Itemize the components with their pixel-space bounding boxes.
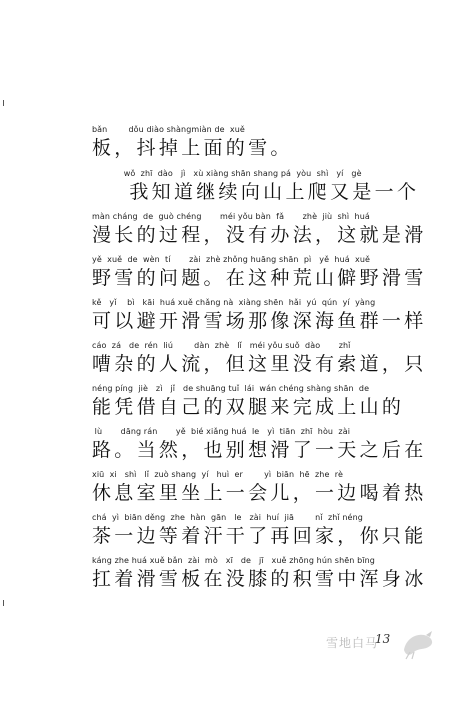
pinyin-row: wǒ zhī dào jì xù xiàng shān shang pá yòu shì yí gè	[92, 169, 362, 178]
hanzi-row: 可以避开滑雪场那像深海鱼群一样	[92, 310, 427, 332]
hanzi-row: 能凭借自己的双腿来完成上山的	[92, 396, 405, 418]
hanzi-row: 嘈杂的人流，但这里没有索道，只	[92, 353, 427, 375]
crop-mark	[3, 100, 4, 106]
hanzi-row: 茶一边等着汗干了再回家，你只能	[92, 525, 427, 547]
hanzi-row: 我知道继续向山上爬又是一个	[92, 181, 420, 203]
pinyin-row: cáo zá de rén liú dàn zhè lǐ méi yǒu suǒ dào zhǐ	[92, 341, 351, 350]
crop-mark	[3, 600, 4, 606]
pinyin-row: kě yǐ bì kāi huá xuě chǎng nà xiàng shēn hǎi yú qún yí yàng	[92, 298, 376, 307]
hanzi-row: 野雪的问题。在这种荒山僻野滑雪	[92, 267, 427, 289]
hanzi-row: 休息室里坐上一会儿，一边喝着热	[92, 482, 427, 504]
page-number: 13	[375, 632, 391, 646]
pinyin-row: káng zhe huá xuě bǎn zài mò xī de jī xuě zhōng hún shēn bīng	[92, 556, 375, 565]
pinyin-row: néng píng jiè zì jǐ de shuāng tuǐ lái wán chéng shàng shān de	[92, 384, 370, 393]
pinyin-row: xiū xi shì lǐ zuò shang yí huì er yì biān hē zhe rè	[92, 470, 343, 479]
hanzi-row: 漫长的过程，没有办法，这就是滑	[92, 224, 427, 246]
pinyin-row: bǎn dǒu diào shàngmiàn de xuě	[92, 125, 245, 134]
pinyin-row: chá yì biān děng zhe hàn gān le zài huí jiā nǐ zhǐ néng	[92, 513, 363, 522]
pinyin-row: yě xuě de wèn tí zài zhè zhǒng huāng shān pì yě huá xuě	[92, 255, 371, 264]
hanzi-row: 板，抖掉上面的雪。	[92, 137, 293, 159]
hanzi-row: 路。当然，也别想滑了一天之后在	[92, 439, 427, 461]
pinyin-row: lù dāng rán yě bié xiǎng huá le yì tiān zhī hòu zài	[92, 427, 351, 436]
hanzi-row: 扛着滑雪板在没膝的积雪中浑身冰	[92, 568, 427, 590]
pinyin-row: màn cháng de guò chéng méi yǒu bàn fǎ zhè jiù shì huá	[92, 212, 370, 221]
series-logo-text: 雪地白马	[326, 636, 379, 650]
